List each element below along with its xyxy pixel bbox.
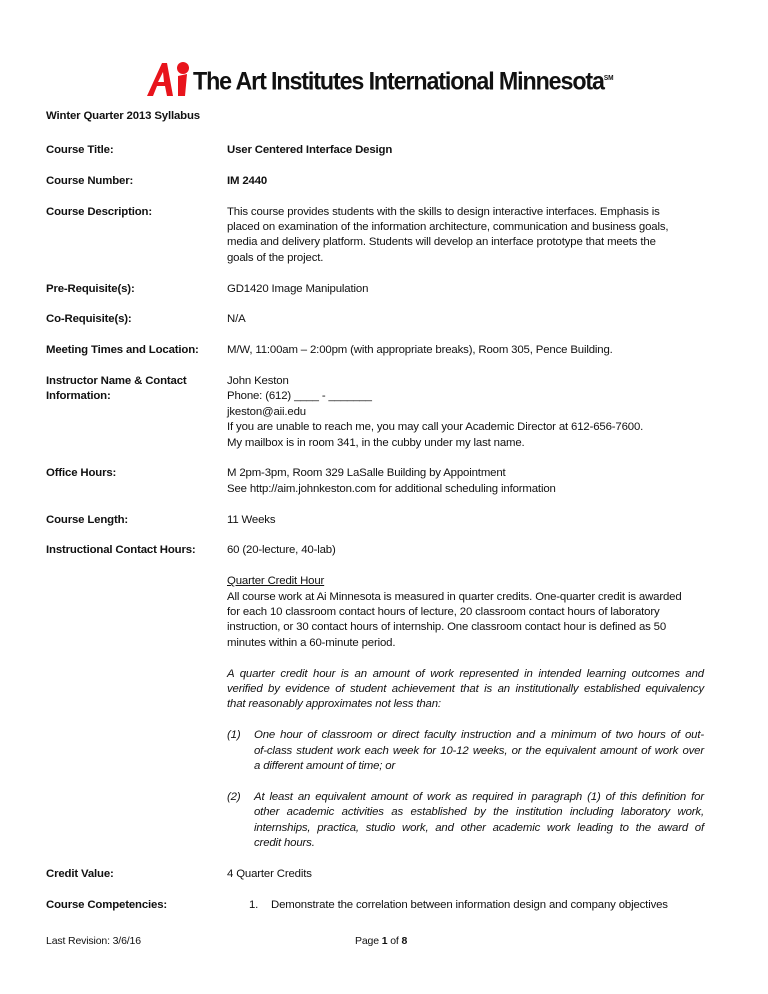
text-line: M 2pm-3pm, Room 329 LaSalle Building by Appointment [227, 467, 506, 480]
text-line: other academic activities as established by the institution including laboratory work, [254, 806, 704, 819]
course-title-value: User Centered Interface Design [227, 144, 393, 156]
text-line: My mailbox is in room 341, in the cubby under my last name. [227, 436, 525, 449]
text-line: See http://aim.johnkeston.com for additional scheduling information [227, 482, 556, 495]
instructor-row [46, 374, 716, 451]
text-line: All course work at Ai Minnesota is measured in quarter credits. One-quarter credit is awarded [227, 590, 682, 603]
text-line: If you are unable to reach me, you may call your Academic Director at 612-656-7600. [227, 421, 644, 434]
instructor-email[interactable]: jkeston@aii.edu [227, 405, 306, 418]
school-logo [145, 60, 645, 96]
text-line: that reasonably approximates not less than: [227, 698, 441, 711]
competencies-list [227, 898, 716, 913]
quarter-credit-heading: Quarter Credit Hour [227, 575, 325, 588]
instructor-phone: Phone: (612) ____ - _______ [227, 390, 372, 403]
label-line: Information: [46, 390, 111, 403]
field-label: Meeting Times and Location: [46, 344, 199, 357]
text-line: credit hours. [254, 837, 315, 850]
course-number-row [46, 174, 716, 189]
field-label: Credit Value: [46, 867, 114, 880]
ai-logo-mark-icon [145, 60, 191, 96]
field-label: Course Length: [46, 513, 129, 526]
last-revision: Last Revision: 3/6/16 [46, 935, 141, 947]
field-label: Office Hours: [46, 467, 117, 480]
course-description-row [46, 205, 716, 267]
page-number [355, 935, 407, 947]
text-line: for each 10 classroom contact hours of lecture, 20 classroom contact hours of laboratory [227, 606, 660, 619]
definition-item [227, 790, 704, 852]
field-label: Course Title: [46, 144, 114, 156]
definition-item [227, 728, 704, 774]
competency-number: 1. [249, 898, 259, 911]
prerequisites-value: GD1420 Image Manipulation [227, 282, 369, 295]
contact-hours-row [46, 543, 716, 558]
syllabus-body [46, 143, 716, 928]
corequisites-row [46, 312, 716, 327]
item-text [254, 728, 704, 774]
item-number: (1) [227, 729, 241, 742]
field-label: Instructional Contact Hours: [46, 544, 196, 557]
instructor-name: John Keston [227, 375, 289, 387]
prerequisites-row [46, 282, 716, 297]
corequisites-value: N/A [227, 313, 246, 326]
text-line: A quarter credit hour is an amount of work represented in intended learning outcomes and [227, 667, 704, 680]
text-line: internships, practica, studio work, and other academic work leading to the award of [254, 821, 704, 834]
credit-value-value: 4 Quarter Credits [227, 867, 312, 880]
item-number: (2) [227, 790, 241, 803]
credit-definition [227, 667, 704, 713]
instructor-value [227, 374, 716, 451]
text-line: verified by evidence of student achievement that is an institutionally established equivalency [227, 683, 704, 696]
label-line: Instructor Name & Contact [46, 375, 187, 387]
text-line: One hour of classroom or direct faculty instruction and a minimum of two hours of out- [254, 729, 704, 742]
course-length-value: 11 Weeks [227, 513, 276, 526]
course-title-row [46, 143, 716, 158]
course-description-value [227, 205, 716, 267]
meeting-row [46, 343, 716, 358]
logo-text: The Art Institutes International Minnesota℠ [193, 67, 614, 95]
field-label: Course Number: [46, 174, 134, 187]
quarter-credit-section [227, 574, 704, 651]
text-line: At least an equivalent amount of work as required in paragraph (1) of this definition for [254, 790, 704, 803]
text-line: a different amount of time; or [254, 760, 396, 773]
text-line: media and delivery platform. Students will develop an interface prototype that meets the [227, 236, 656, 249]
text-line: of-class student work each week for 10-12 weeks, or the equivalent amount of work over [254, 744, 704, 757]
competencies-row [46, 898, 716, 913]
course-number-value: IM 2440 [227, 174, 268, 187]
text-line: minutes within a 60-minute period. [227, 636, 396, 649]
text-line: placed on examination of the information architecture, communication and business goals, [227, 221, 669, 233]
field-label [46, 374, 227, 451]
page-prefix: Page [355, 935, 379, 947]
contact-hours-value: 60 (20-lecture, 40-lab) [227, 544, 336, 557]
field-label: Course Competencies: [46, 898, 168, 911]
course-length-row [46, 513, 716, 528]
office-hours-row [46, 466, 716, 497]
document-title: Winter Quarter 2013 Syllabus [46, 110, 200, 122]
competency-item [227, 898, 716, 913]
field-label: Co-Requisite(s): [46, 313, 132, 326]
page-total: 8 [401, 935, 408, 947]
office-hours-value [227, 466, 716, 497]
text-line: instruction, or 30 contact hours of internship. One classroom contact hour is defined as 50 [227, 621, 667, 634]
field-label: Pre-Requisite(s): [46, 282, 135, 295]
credit-value-row [46, 867, 716, 882]
page-of: of [390, 935, 399, 947]
text-line: goals of the project. [227, 251, 324, 264]
competency-text: Demonstrate the correlation between information design and company objectives [271, 898, 668, 911]
field-label: Course Description: [46, 205, 153, 218]
item-text [254, 790, 704, 852]
meeting-value: M/W, 11:00am – 2:00pm (with appropriate breaks), Room 305, Pence Building. [227, 344, 613, 357]
page-current: 1 [381, 935, 388, 947]
text-line: This course provides students with the skills to design interactive interfaces. Emphasis is [227, 205, 660, 218]
